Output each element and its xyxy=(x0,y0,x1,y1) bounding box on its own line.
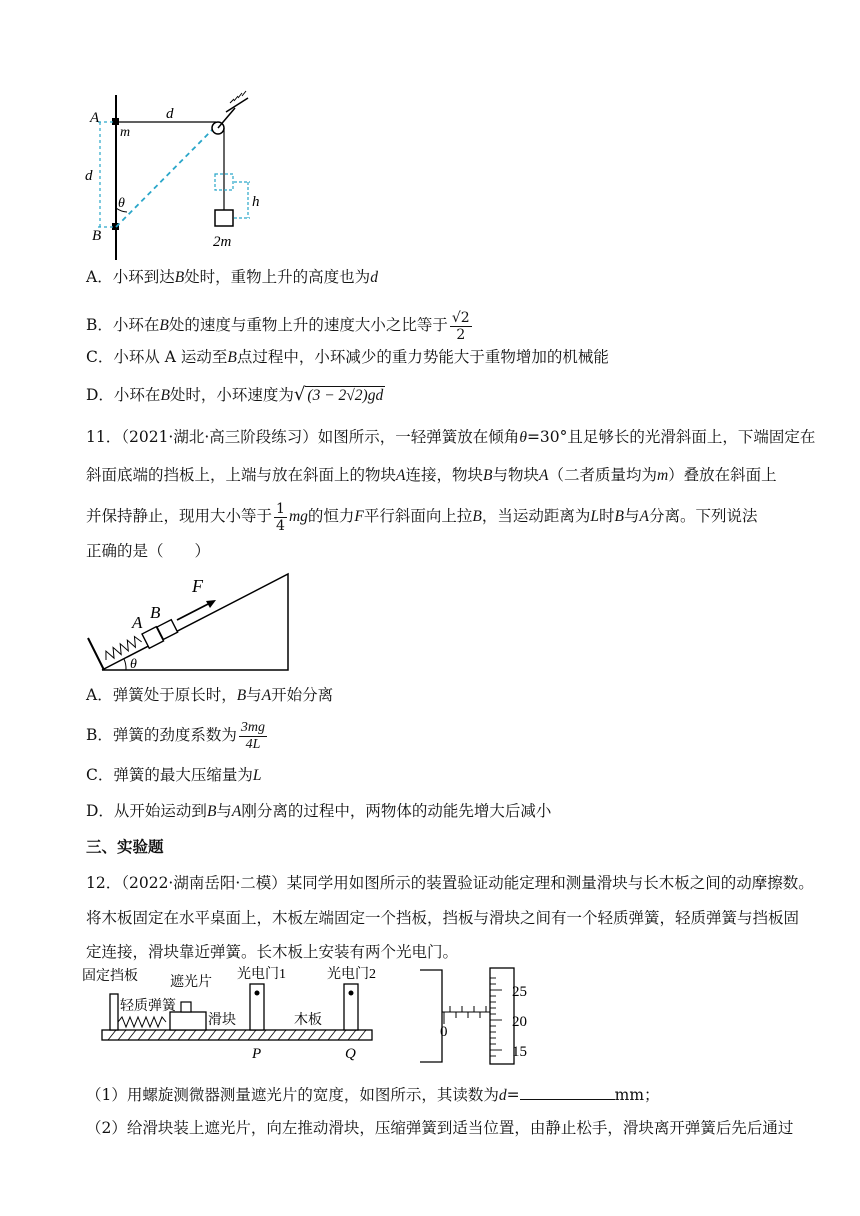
q12-sub2: （2）给滑块装上遮光片，向左推动滑块，压缩弹簧到适当位置，由静止松手，滑块离开弹簧后先后通过 xyxy=(86,1119,794,1137)
q11-option-c: C．弹簧的最大压缩量为L xyxy=(86,766,262,784)
label-gate2: 光电门2 xyxy=(327,967,376,982)
sqrt-expression: (3 − 2√2)gd xyxy=(307,387,384,404)
label-theta: θ xyxy=(118,196,125,211)
label-A: A xyxy=(90,110,100,126)
label-2m: 2m xyxy=(213,234,232,250)
apparatus-diagram xyxy=(82,966,382,1062)
label-slider: 滑块 xyxy=(208,1013,236,1028)
q12-stem-line1: 12．（2022·湖南岳阳·二模）某同学用如图所示的装置验证动能定理和测量滑块与长木板之间的动摩擦数。 xyxy=(86,874,814,892)
fraction: $\frac{1}{4}$ xyxy=(276,500,285,534)
q10-option-d: D．小环在B处时，小环速度为√ (3 − 2√2)gd xyxy=(86,384,384,405)
label-gate1: 光电门1 xyxy=(237,967,286,982)
fraction: $\frac{√2}{2}$ xyxy=(451,309,470,343)
label-B: B xyxy=(92,228,102,244)
label-board: 木板 xyxy=(294,1013,322,1028)
label-P: P xyxy=(252,1046,262,1062)
section-heading: 三、实验题 xyxy=(86,838,164,856)
answer-blank[interactable] xyxy=(520,1085,615,1100)
scale-25: 25 xyxy=(512,984,527,1000)
q11-stem-line3: 并保持静止，现用大小等于 $\frac{1}{4}$ mg的恒力F平行斜面向上拉B，当运动距离为L时B与A分离。下列说法 xyxy=(86,500,758,534)
q10-option-c: C．小环从 A 运动至B点过程中，小环减少的重力势能大于重物增加的机械能 xyxy=(86,348,609,366)
incline-spring-diagram xyxy=(82,560,302,678)
label-d-left: d xyxy=(85,168,93,184)
q11-stem-line4: 正确的是（ ） xyxy=(86,542,211,560)
label-Q: Q xyxy=(345,1046,356,1062)
label-F: F xyxy=(192,576,203,596)
label-h: h xyxy=(252,194,260,210)
q12-stem-line2: 将木板固定在水平桌面上，木板左端固定一个挡板，挡板与滑块之间有一个轻质弹簧，轻质弹簧与挡板固 xyxy=(86,909,800,927)
scale-15: 15 xyxy=(512,1044,527,1060)
label-d-top: d xyxy=(166,106,174,122)
scale-0: 0 xyxy=(440,1024,448,1040)
fraction: $\frac{3mg}{4L}$ xyxy=(240,719,266,752)
pulley-ring-diagram xyxy=(80,90,260,275)
q11-stem-line2: 斜面底端的挡板上，上端与放在斜面上的物块A连接，物块B与物块A（二者质量均为m）叠放在斜面上 xyxy=(86,466,777,484)
micrometer-diagram xyxy=(416,964,556,1069)
q11-option-d: D．从开始运动到B与A刚分离的过程中，两物体的动能先增大后减小 xyxy=(86,802,552,820)
label-A: A xyxy=(132,613,143,632)
scale-20: 20 xyxy=(512,1014,527,1030)
label-m: m xyxy=(120,125,131,140)
label-fixed-plate: 固定挡板 xyxy=(82,969,138,984)
q12-sub1: （1）用螺旋测微器测量遮光片的宽度，如图所示，其读数为d= mm； xyxy=(86,1086,660,1104)
q11-stem-line1: 11．（2021·湖北·高三阶段练习）如图所示，一轻弹簧放在倾角θ=30°且足够长的光滑斜面上，下端固定在 xyxy=(86,428,816,446)
q10-option-a: A．小环到达B处时，重物上升的高度也为d xyxy=(86,268,378,286)
q12-stem-line3: 定连接，滑块靠近弹簧。长木板上安装有两个光电门。 xyxy=(86,943,459,961)
q10-option-b: B．小环在B处的速度与重物上升的速度大小之比等于 $\frac{√2}{2}$ xyxy=(86,309,470,343)
label-shade: 遮光片 xyxy=(170,975,212,990)
label-spring: 轻质弹簧 xyxy=(120,999,176,1014)
label-theta: θ xyxy=(130,657,137,672)
label-B: B xyxy=(150,603,161,622)
q11-option-b: B．弹簧的劲度系数为 $\frac{3mg}{4L}$ xyxy=(86,719,266,752)
q11-option-a: A．弹簧处于原长时，B与A开始分离 xyxy=(86,686,334,704)
